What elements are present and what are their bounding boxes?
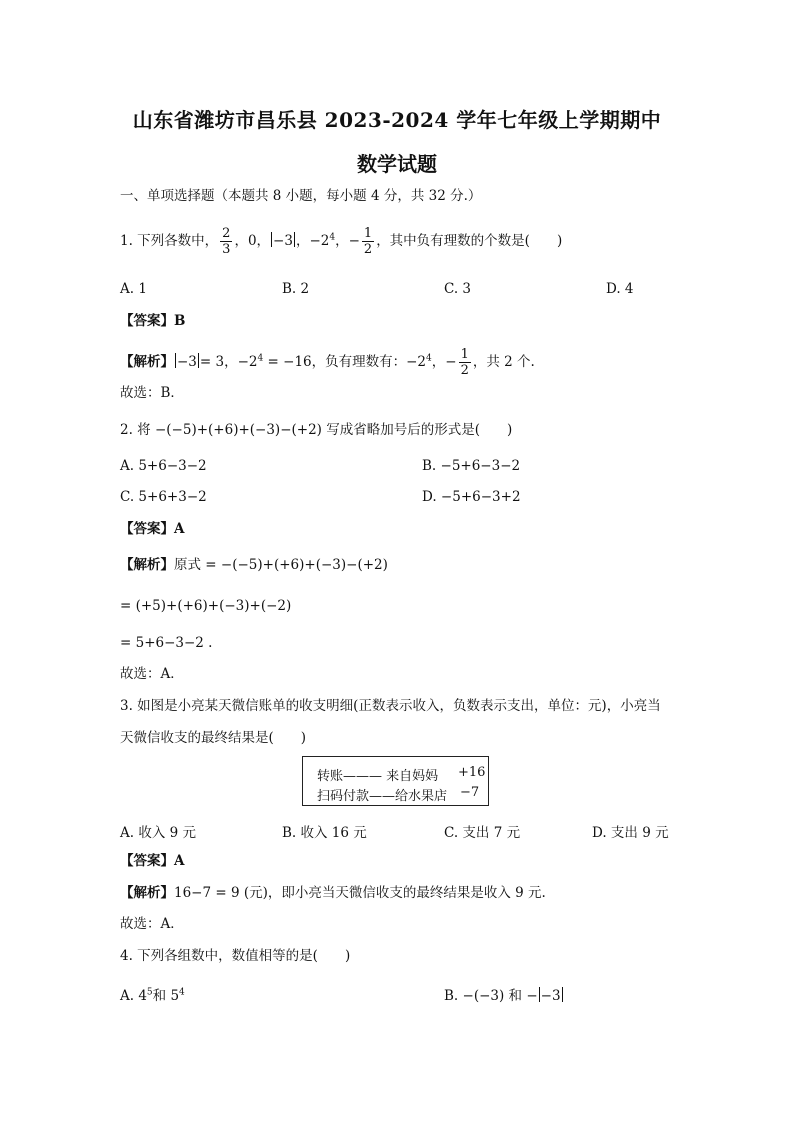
bill-row-2-label: 扫码付款——给水果店 xyxy=(317,789,448,804)
q1-option-d: D. 4 xyxy=(606,281,634,297)
bill-row-1-amount: +16 xyxy=(458,765,486,780)
q3-analysis: 【解析】16−7 = 9 (元)，即小亮当天微信收支的最终结果是收入 9 元. xyxy=(120,885,546,901)
q2-option-d: D. −5+6−3+2 xyxy=(422,489,521,505)
q1-option-a: A. 1 xyxy=(120,281,147,297)
q4-option-a: A. $4^5$和 $5^4$ xyxy=(120,987,185,1004)
q2-analysis-step3: = 5+6−3−2 . xyxy=(120,635,213,651)
q2-analysis-step2: = (+5)+(+6)+(−3)+(−2) xyxy=(120,598,292,614)
question-3-stem-line1: 3. 如图是小亮某天微信账单的收支明细(正数表示收入，负数表示支出，单位：元)，小亮当 xyxy=(120,698,661,714)
q3-option-a: A. 收入 9 元 xyxy=(120,825,197,841)
section-heading: 一、单项选择题（本题共 8 小题，每小题 4 分，共 32 分.） xyxy=(120,188,482,204)
q2-option-b: B. −5+6−3−2 xyxy=(422,458,521,474)
document-subtitle: 数学试题 xyxy=(357,152,437,176)
q1-answer: 【答案】B xyxy=(120,313,186,329)
q3-answer: 【答案】A xyxy=(120,853,185,869)
question-3-stem-line2: 天微信收支的最终结果是( ) xyxy=(120,730,307,746)
q3-option-c: C. 支出 7 元 xyxy=(444,825,521,841)
q2-option-c: C. 5+6+3−2 xyxy=(120,489,207,505)
q3-option-d: D. 支出 9 元 xyxy=(592,825,669,841)
q2-choice: 故选：A． xyxy=(120,666,184,682)
bill-row-1-label: 转账——— 来自妈妈 xyxy=(317,769,439,784)
fraction: $\frac{1}{2}$ xyxy=(363,226,373,257)
q3-option-b: B. 收入 16 元 xyxy=(282,825,367,841)
document-title: 山东省潍坊市昌乐县 2023-2024 学年七年级上学期期中 xyxy=(132,108,662,132)
q4-option-b: B. −(−3) 和 − −3 xyxy=(444,988,561,1004)
wechat-bill-box xyxy=(302,756,489,806)
question-4-stem: 4. 下列各组数中，数值相等的是( ) xyxy=(120,948,351,964)
q2-option-a: A. 5+6−3−2 xyxy=(120,458,207,474)
q1-option-b: B. 2 xyxy=(282,281,310,297)
q2-answer: 【答案】A xyxy=(120,521,185,537)
question-2-stem: 2. 将 −(−5)+(+6)+(−3)−(+2) 写成省略加号后的形式是( ) xyxy=(120,422,513,438)
fraction: $\frac{2}{3}$ xyxy=(222,226,231,257)
q1-analysis: 【解析】 −3 = 3，$-2^4 = -16$，负有理数有：$-2^4$，− $\frac{1}{2}$ ，共 2 个. xyxy=(120,347,535,378)
q1-choice: 故选：B． xyxy=(120,385,184,401)
bill-row-2-amount: −7 xyxy=(460,785,480,800)
q2-analysis-step1: 【解析】原式 = −(−5)+(+6)+(−3)−(+2) xyxy=(120,557,388,573)
question-1-stem: 1. 下列各数中， $\frac{2}{3}$ ，0， −3 ，$-2^4$，− $\frac{1}{2}$ ，其中负有理数的个数是( ) xyxy=(120,226,563,257)
q1-option-c: C. 3 xyxy=(444,281,472,297)
q3-choice: 故选：A． xyxy=(120,916,184,932)
